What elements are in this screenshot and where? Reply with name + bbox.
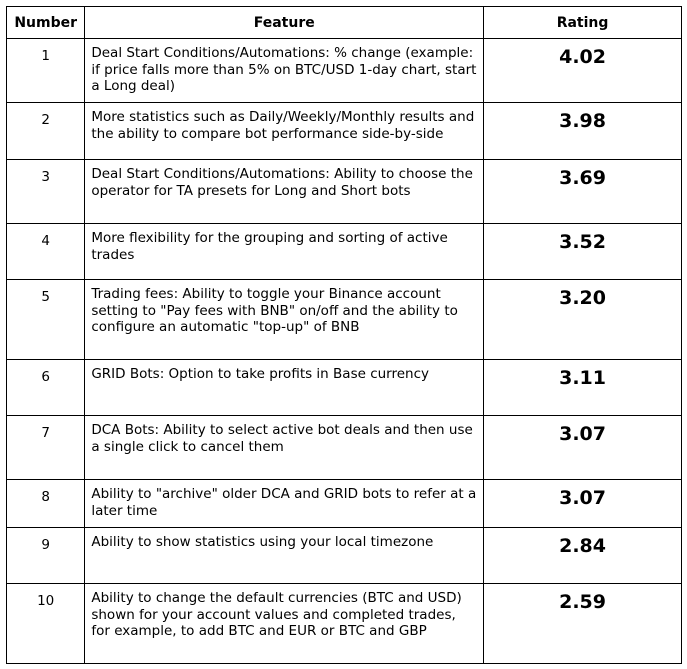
row-number: 9 [7, 528, 85, 584]
row-rating: 3.20 [484, 280, 682, 360]
row-number: 5 [7, 280, 85, 360]
feature-rating-table [6, 6, 682, 664]
row-feature: Ability to "archive" older DCA and GRID bots to refer at a later time [85, 480, 484, 528]
table-row [7, 416, 682, 480]
table-row [7, 528, 682, 584]
header-number: Number [7, 7, 85, 39]
table-row [7, 280, 682, 360]
table-row [7, 480, 682, 528]
row-feature: GRID Bots: Option to take profits in Base currency [85, 360, 484, 416]
row-number: 8 [7, 480, 85, 528]
table-row [7, 360, 682, 416]
row-feature: DCA Bots: Ability to select active bot deals and then use a single click to cancel them [85, 416, 484, 480]
row-rating: 3.07 [484, 416, 682, 480]
header-feature: Feature [85, 7, 484, 39]
row-rating: 3.69 [484, 160, 682, 224]
row-number: 10 [7, 584, 85, 664]
table-row [7, 160, 682, 224]
row-feature: Trading fees: Ability to toggle your Binance account setting to "Pay fees with BNB" on/off and the ability to configure an automatic "top-up" of BNB [85, 280, 484, 360]
row-number: 2 [7, 103, 85, 160]
row-rating: 3.98 [484, 103, 682, 160]
row-rating: 3.52 [484, 224, 682, 280]
row-rating: 3.11 [484, 360, 682, 416]
row-number: 1 [7, 39, 85, 103]
row-number: 4 [7, 224, 85, 280]
table-row [7, 39, 682, 103]
row-rating: 4.02 [484, 39, 682, 103]
row-feature: Deal Start Conditions/Automations: Ability to choose the operator for TA presets for Long and Short bots [85, 160, 484, 224]
row-rating: 2.84 [484, 528, 682, 584]
row-number: 3 [7, 160, 85, 224]
row-feature: Ability to show statistics using your local timezone [85, 528, 484, 584]
row-number: 7 [7, 416, 85, 480]
row-feature: More flexibility for the grouping and sorting of active trades [85, 224, 484, 280]
row-rating: 2.59 [484, 584, 682, 664]
table-row [7, 103, 682, 160]
header-rating: Rating [484, 7, 682, 39]
header-row [7, 7, 682, 39]
table-row [7, 224, 682, 280]
table-row [7, 584, 682, 664]
row-number: 6 [7, 360, 85, 416]
row-feature: Deal Start Conditions/Automations: % change (example: if price falls more than 5% on BTC/USD 1-day chart, start a Long deal) [85, 39, 484, 103]
row-feature: More statistics such as Daily/Weekly/Monthly results and the ability to compare bot performance side-by-side [85, 103, 484, 160]
row-rating: 3.07 [484, 480, 682, 528]
row-feature: Ability to change the default currencies (BTC and USD) shown for your account values and completed trades, for example, to add BTC and EUR or BTC and GBP [85, 584, 484, 664]
